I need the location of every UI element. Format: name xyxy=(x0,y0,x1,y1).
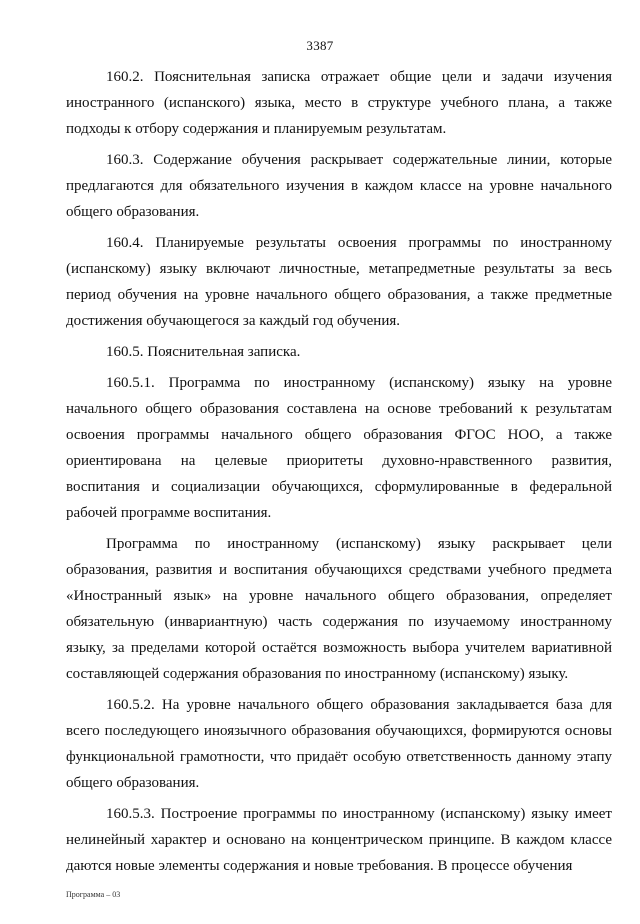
paragraph-160-5-2: 160.5.2. На уровне начального общего образования закладывается база для всего последующего иноязычного образования обучающихся, формируются основы функциональной грамотности, что придаёт особую ответственность данному этапу общего образования. xyxy=(66,697,612,791)
paragraph-160-5-1: 160.5.1. Программа по иностранному (испанскому) языку на уровне начального общего образования составлена на основе требований к результатам освоения программы начального общего образования ФГОС НОО, а также ориентирована на целевые приоритеты духовно-нравственного развития, воспитания и социализации обучающихся, сформулированные в федеральной рабочей программе воспитания. xyxy=(66,375,612,521)
paragraph-program-goals: Программа по иностранному (испанскому) языку раскрывает цели образования, развития и воспитания обучающихся средствами учебного предмета «Иностранный язык» на уровне начального общего образования, определяет обязательную (инвариантную) часть содержания по изучаемому иностранному языку, за пределами которой остаётся возможность выбора учителем вариативной составляющей содержания образования по иностранному (испанскому) языку. xyxy=(66,536,612,682)
paragraph-160-4: 160.4. Планируемые результаты освоения программы по иностранному (испанскому) языку включают личностные, метапредметные результаты за весь период обучения на уровне начального общего образования, а также предметные достижения обучающегося за каждый год обучения. xyxy=(66,235,612,329)
paragraph-160-3: 160.3. Содержание обучения раскрывает содержательные линии, которые предлагаются для обязательного изучения в каждом классе на уровне начального общего образования. xyxy=(66,152,612,220)
document-body xyxy=(66,64,612,879)
page-number: 3387 xyxy=(306,38,334,53)
paragraph-160-2: 160.2. Пояснительная записка отражает общие цели и задачи изучения иностранного (испанского) языка, место в структуре учебного плана, а также подходы к отбору содержания и планируемым результатам. xyxy=(66,69,612,137)
paragraph-160-5-3: 160.5.3. Построение программы по иностранному (испанскому) языку имеет нелинейный характер и основано на концентрическом принципе. В каждом классе даются новые элементы содержания и новые требования. В процессе обучения xyxy=(66,806,612,874)
page-footer: Программа – 03 xyxy=(66,890,121,899)
paragraph-160-5-heading: 160.5. Пояснительная записка. xyxy=(106,344,301,360)
